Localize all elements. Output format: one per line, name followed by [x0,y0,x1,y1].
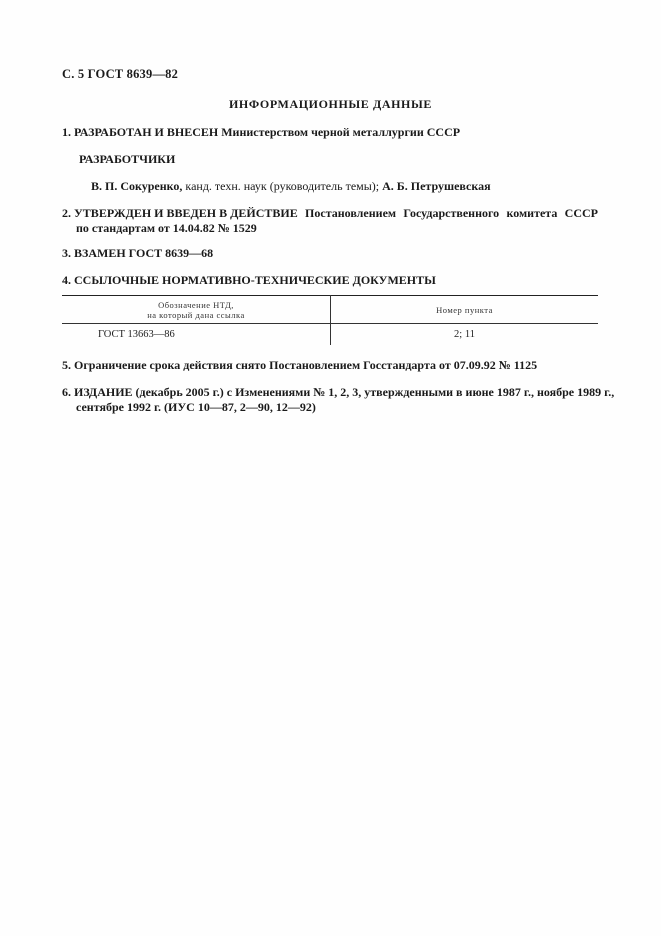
table-header-document [62,300,330,320]
section-2-word-4: СССР [564,206,598,220]
section-2-line-2: по стандартам от 14.04.82 № 1529 [76,221,257,235]
section-6-line-2: сентябре 1992 г. (ИУС 10—87, 2—90, 12—92) [76,400,316,414]
section-4: 4. ССЫЛОЧНЫЕ НОРМАТИВНО-ТЕХНИЧЕСКИЕ ДОКУМЕНТЫ [62,273,436,287]
author-1-name: В. П. Сокуренко, [91,179,183,193]
section-1-text: Министерством черной металлургии СССР [218,125,461,139]
developers-list [91,179,491,194]
section-1 [62,125,460,140]
section-2-word-2: Государственного [403,206,500,220]
section-3: 3. ВЗАМЕН ГОСТ 8639—68 [62,246,214,260]
table-cell-document: ГОСТ 13663—86 [98,329,175,340]
section-2-word-1: Постановлением [305,206,397,220]
section-5: 5. Ограничение срока действия снято Постановлением Госстандарта от 07.09.92 № 1125 [62,358,538,372]
section-1-lead: 1. РАЗРАБОТАН И ВНЕСЕН [62,125,219,139]
table-header-item-number: Номер пункта [436,305,493,315]
table-header-document-line-2: на который дана ссылка [147,310,245,320]
section-2-lead: 2. УТВЕРЖДЕН И ВВЕДЕН В ДЕЙСТВИЕ [62,206,298,220]
author-2-name: А. Б. Петрушевская [379,179,491,193]
page-header: С. 5 ГОСТ 8639—82 [62,67,179,81]
section-2-word-3: комитета [506,206,558,220]
section-6-line-1: 6. ИЗДАНИЕ (декабрь 2005 г.) с Изменениями № 1, 2, 3, утвержденными в июне 1987 г., ноябре 1989 г., [62,385,615,399]
section-2-line-1 [62,206,598,221]
developers-label: РАЗРАБОТЧИКИ [79,152,176,166]
section-6 [62,385,615,415]
section-2 [62,206,598,236]
table-cell-item-number: 2; 11 [454,329,475,340]
table-header-document-line-1: Обозначение НТД, [158,300,234,310]
page-title: ИНФОРМАЦИОННЫЕ ДАННЫЕ [229,97,432,111]
references-table [62,295,598,345]
author-1-info: канд. техн. наук (руководитель темы); [182,179,380,193]
